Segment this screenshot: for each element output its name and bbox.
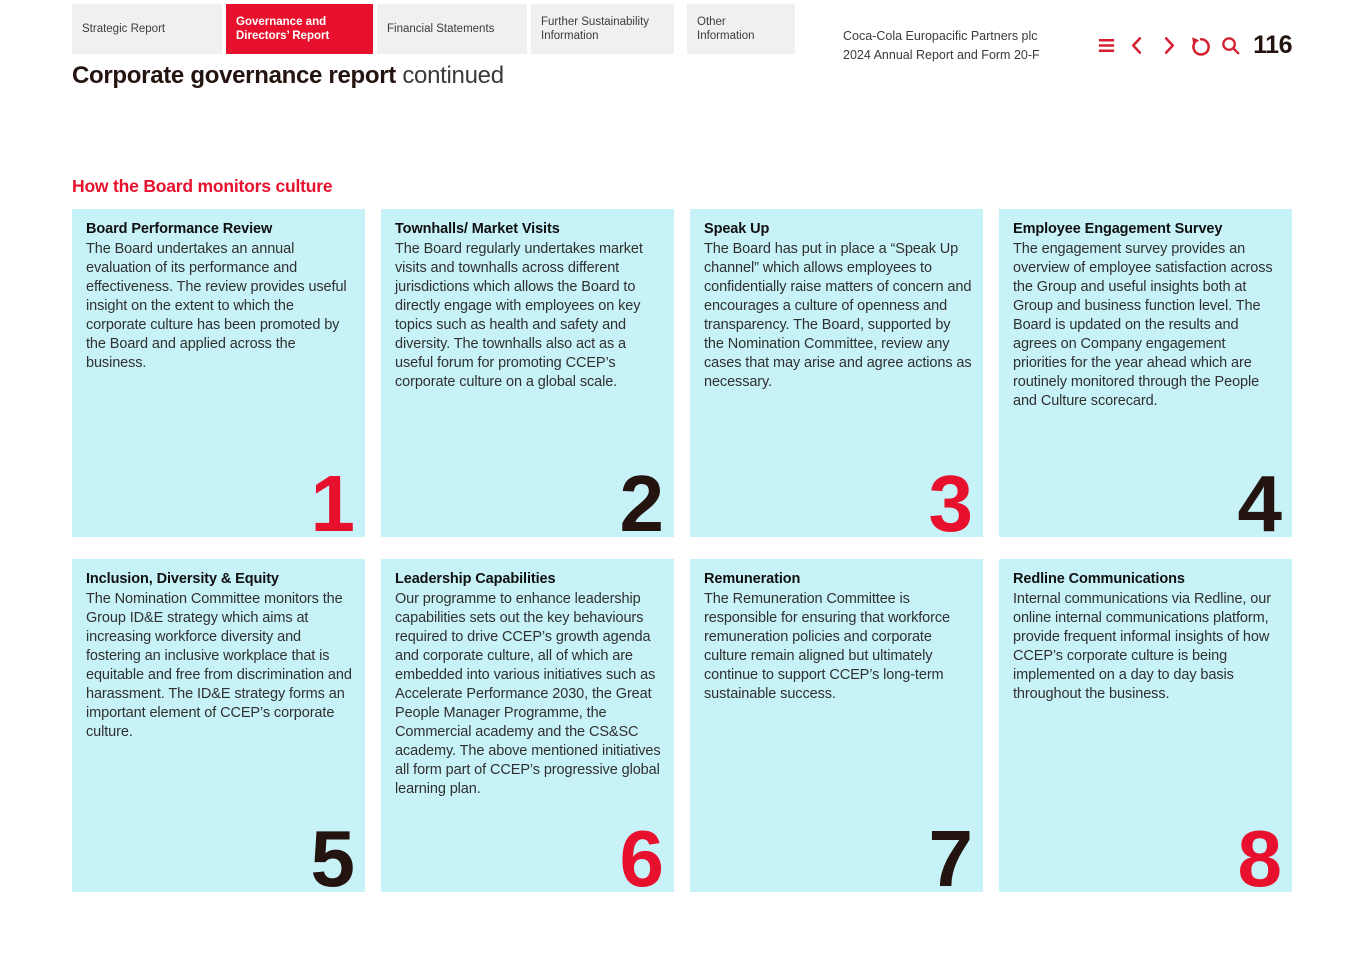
page-title-bold: Corporate governance report: [72, 62, 396, 89]
page-title: [72, 62, 504, 90]
page-number: 116: [1253, 31, 1292, 59]
card-number: 6: [619, 813, 662, 892]
card-number: 5: [310, 813, 353, 892]
card-title: Inclusion, Diversity & Equity: [86, 571, 279, 587]
tab-label: Governance and Directors’ Report: [236, 16, 330, 42]
viewer-toolbar: [1095, 34, 1242, 57]
card-title: Employee Engagement Survey: [1013, 221, 1223, 237]
company-name: Coca-Cola Europacific Partners plc: [843, 29, 1038, 43]
card-body: Internal communications via Redline, our online internal communications platform, provide frequent informal insights of how CCEP’s corporate culture is being implemented on a day to day basis throughout the business.: [1013, 591, 1271, 702]
tab-label: Financial Statements: [387, 23, 495, 35]
tab-strategic-report[interactable]: [72, 4, 222, 54]
card-number: 8: [1237, 813, 1280, 892]
card-body: The Nomination Committee monitors the Group ID&E strategy which aims at increasing workforce diversity and fostering an inclusive workplace that is equitable and free from discrimination and harassment. The ID&E strategy forms an important element of CCEP’s corporate culture.: [86, 591, 352, 740]
card-title: Board Performance Review: [86, 221, 273, 237]
tab-label: Strategic Report: [82, 23, 166, 35]
card-board-performance-review: [72, 209, 365, 537]
report-name: 2024 Annual Report and Form 20-F: [843, 47, 1040, 62]
card-redline-communications: [999, 559, 1292, 892]
card-body: The Remuneration Committee is responsible for ensuring that workforce remuneration policies and corporate culture remain aligned but ultimately continue to support CCEP’s long-term sustainable success.: [704, 591, 950, 702]
card-speak-up: [690, 209, 983, 537]
card-number: 4: [1237, 458, 1280, 537]
card-body: The Board has put in place a “Speak Up channel” which allows employees to confidentially raise matters of concern and encourages a culture of openness and transparency. The Board, supported by the Nomination Committee, review any cases that may arise and agree actions as necessary.: [704, 241, 972, 390]
tab-further-sustainability-information[interactable]: [531, 4, 674, 54]
report-brand: [843, 27, 1040, 65]
card-title: Leadership Capabilities: [395, 571, 556, 587]
chevron-right-icon[interactable]: [1157, 34, 1180, 57]
undo-rotate-icon[interactable]: [1188, 34, 1211, 57]
card-body: The Board undertakes an annual evaluation of its performance and effectiveness. The review provides useful insight on the extent to which the corporate culture has been promoted by the Board and applied across the business.: [86, 241, 347, 371]
card-number: 3: [928, 458, 971, 537]
card-leadership-capabilities: [381, 559, 674, 892]
card-number: 2: [619, 458, 662, 537]
search-icon[interactable]: [1219, 34, 1242, 57]
card-title: Speak Up: [704, 221, 770, 237]
card-body: The Board regularly undertakes market visits and townhalls across different jurisdictions which allows the Board to directly engage with employees on key topics such as health and safety and diversity. The townhalls also act as a useful forum for promoting CCEP’s corporate culture on a global scale.: [395, 241, 643, 390]
tab-other-information[interactable]: [687, 4, 795, 54]
section-heading: How the Board monitors culture: [72, 176, 333, 196]
card-remuneration: [690, 559, 983, 892]
card-title: Remuneration: [704, 571, 801, 587]
card-body: The engagement survey provides an overview of employee satisfaction across the Group and useful insights both at Group and business function level. The Board is updated on the results and agrees on Company engagement priorities for the year ahead which are routinely monitored through the People and Culture scorecard.: [1013, 241, 1273, 409]
page-title-continued: continued: [395, 62, 504, 89]
tab-label: Other Information: [697, 16, 755, 42]
tab-governance-directors-report[interactable]: [226, 4, 373, 54]
card-number: 1: [310, 458, 353, 537]
card-inclusion-diversity-equity: [72, 559, 365, 892]
tab-label: Further Sustainability Information: [541, 16, 650, 42]
card-townhalls-market-visits: [381, 209, 674, 537]
card-number: 7: [928, 813, 971, 892]
section-tabs: [72, 4, 795, 54]
chevron-left-icon[interactable]: [1126, 34, 1149, 57]
tab-financial-statements[interactable]: [377, 4, 527, 54]
card-title: Redline Communications: [1013, 571, 1185, 587]
culture-cards-grid: [72, 209, 1292, 892]
menu-icon[interactable]: [1095, 34, 1118, 57]
card-title: Townhalls/ Market Visits: [395, 221, 560, 237]
card-body: Our programme to enhance leadership capabilities sets out the key behaviours required to drive CCEP’s growth agenda and corporate culture, all of which are embedded into various initiatives such as Accelerate Performance 2030, the Great People Manager Programme, the Commercial academy and the CS&SC academy. The above mentioned initiatives all form part of CCEP’s progressive global learning plan.: [395, 591, 661, 797]
card-employee-engagement-survey: [999, 209, 1292, 537]
